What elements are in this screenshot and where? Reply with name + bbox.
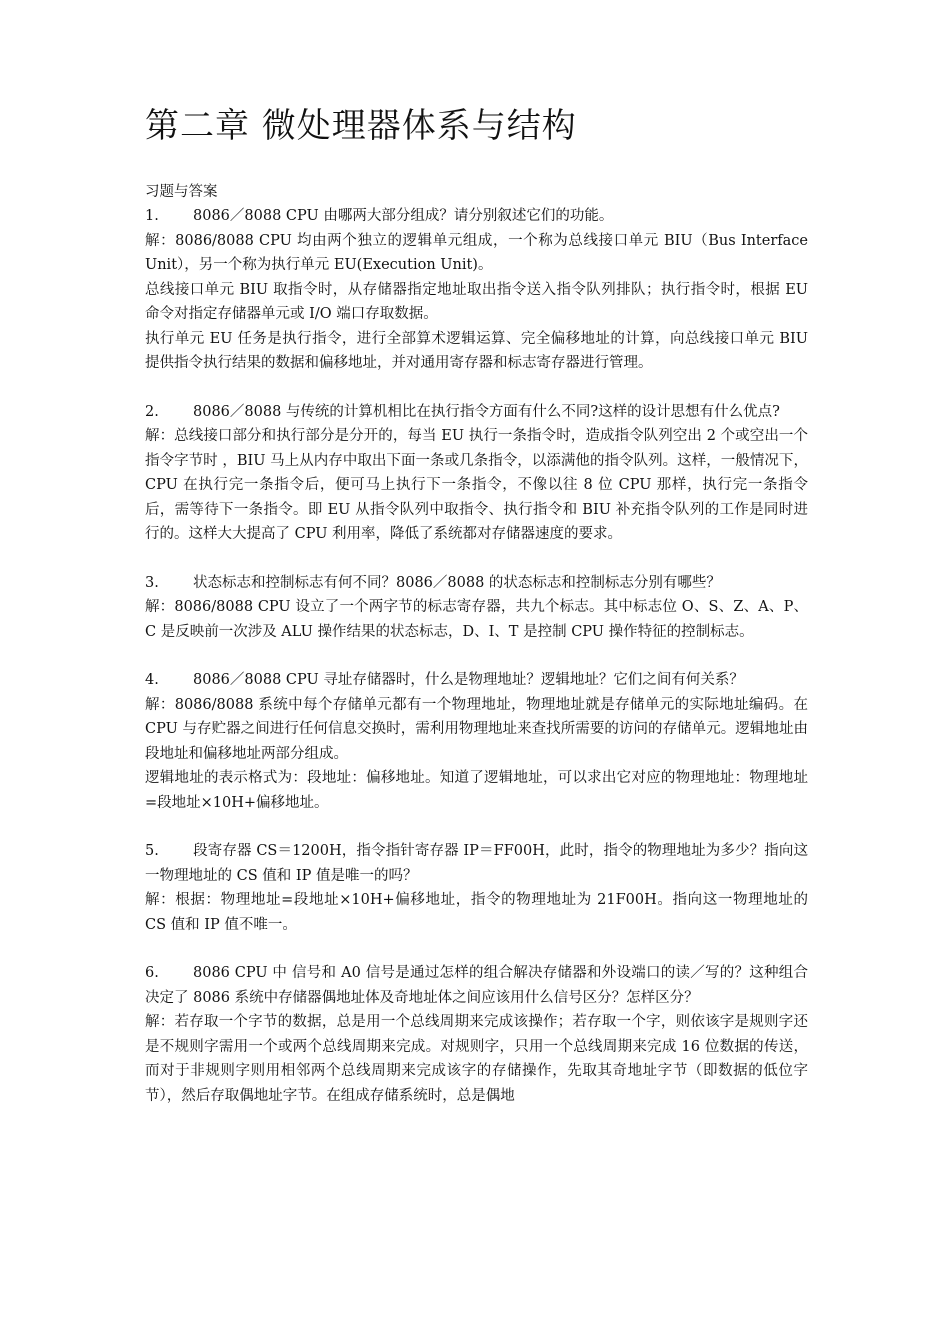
- question-text: 8086／8088 CPU 由哪两大部分组成？请分别叙述它们的功能。: [193, 208, 614, 224]
- question-text: 8086／8088 CPU 寻址存储器时，什么是物理地址？逻辑地址？它们之间有何关系？: [193, 672, 744, 688]
- qa-item-4: [145, 668, 808, 815]
- question-text: 8086 CPU 中 信号和 A0 信号是通过怎样的组合解决存储器和外设端口的读／写的？这种组合决定了 8086 系统中存储器偶地址体及奇地址体之间应该用什么信号区分？怎样区分？: [145, 965, 808, 1006]
- paragraph-gap: [145, 815, 808, 839]
- question-number: 5.: [145, 843, 159, 859]
- paragraph-gap: [145, 547, 808, 571]
- qa-item-1: [145, 204, 808, 376]
- question-1: [145, 204, 808, 229]
- question-5: [145, 839, 808, 888]
- paragraph-gap: [145, 644, 808, 668]
- qa-item-5: [145, 839, 808, 937]
- chapter-title: 第二章 微处理器体系与结构: [145, 106, 577, 146]
- answer-paragraph: 解：8086/8088 CPU 均由两个独立的逻辑单元组成，一个称为总线接口单元 BIU（Bus Interface Unit），另一个称为执行单元 EU(Execution Unit)。: [145, 232, 808, 273]
- question-number: 3.: [145, 574, 159, 591]
- answer-paragraph: 总线接口单元 BIU 取指令时，从存储器指定地址取出指令送入指令队列排队；执行指令时，根据 EU 命令对指定存储器单元或 I/O 端口存取数据。: [145, 281, 808, 322]
- paragraph-gap: [145, 937, 808, 961]
- paragraph-gap: [145, 376, 808, 400]
- answer-paragraph: 解：若存取一个字节的数据，总是用一个总线周期来完成该操作；若存取一个字，则依该字是规则字还是不规则字需用一个或两个总线周期来完成。对规则字，只用一个总线周期来完成 16 位数据的传送，而对于非规则字则用相邻两个总线周期来完成该字的存储操作，先取其奇地址字节（即数据的低位字节），然后存取偶地址字节。在组成存储系统时，总是偶地: [145, 1014, 808, 1104]
- question-text: 段寄存器 CS＝1200H，指令指针寄存器 IP＝FF00H，此时，指令的物理地址为多少？指向这一物理地址的 CS 值和 IP 值是唯一的吗？: [145, 843, 808, 884]
- answer-paragraph: 执行单元 EU 任务是执行指令，进行全部算术逻辑运算、完全偏移地址的计算，向总线接口单元 BIU 提供指令执行结果的数据和偏移地址，并对通用寄存器和标志寄存器进行管理。: [145, 330, 808, 371]
- qa-item-6: [145, 961, 808, 1108]
- question-3: [145, 571, 808, 596]
- answer-paragraph: 解：根据：物理地址=段地址×10H+偏移地址，指令的物理地址为 21F00H。指向这一物理地址的 CS 值和 IP 值不唯一。: [145, 892, 808, 933]
- question-number: 1.: [145, 208, 159, 224]
- question-4: [145, 668, 808, 693]
- question-number: 4.: [145, 672, 159, 688]
- answer-paragraph: 解：8086/8088 CPU 设立了一个两字节的标志寄存器，共九个标志。其中标志位 O、S、Z、A、P、C 是反映前一次涉及 ALU 操作结果的状态标志，D、I、T 是控制 CPU 操作特征的控制标志。: [145, 599, 808, 640]
- question-2: [145, 400, 808, 425]
- question-number: 2.: [145, 403, 159, 420]
- answer-paragraph: 解：总线接口部分和执行部分是分开的，每当 EU 执行一条指令时，造成指令队列空出 2 个或空出一个指令字节时 ，BIU 马上从内存中取出下面一条或几条指令，以添满他的指令队列。这样，一般情况下，CPU 在执行完一条指令后，便可马上执行下一条指令，不像以往 8 位 CPU 那样，执行完一条指令后，需等待下一条指令。即 EU 从指令队列中取指令、执行指令和 BIU 补充指令队列的工作是同时进行的。这样大大提高了 CPU 利用率，降低了系统都对存储器速度的要求。: [145, 428, 808, 542]
- answer-paragraph: 逻辑地址的表示格式为：段地址：偏移地址。知道了逻辑地址，可以求出它对应的物理地址：物理地址=段地址×10H+偏移地址。: [145, 770, 808, 811]
- question-text: 状态标志和控制标志有何不同？8086／8088 的状态标志和控制标志分别有哪些？: [193, 574, 721, 591]
- qa-item-3: [145, 571, 808, 645]
- question-number: 6.: [145, 965, 159, 981]
- qa-item-2: [145, 400, 808, 547]
- section-subtitle: 习题与答案: [145, 184, 218, 200]
- answer-paragraph: 解：8086/8088 系统中每个存储单元都有一个物理地址，物理地址就是存储单元的实际地址编码。在 CPU 与存贮器之间进行任何信息交换时，需利用物理地址来查找所需要的访问的存储单元。逻辑地址由段地址和偏移地址两部分组成。: [145, 696, 808, 762]
- question-6: [145, 961, 808, 1010]
- question-text: 8086／8088 与传统的计算机相比在执行指令方面有什么不同?这样的设计思想有什么优点?: [193, 403, 780, 420]
